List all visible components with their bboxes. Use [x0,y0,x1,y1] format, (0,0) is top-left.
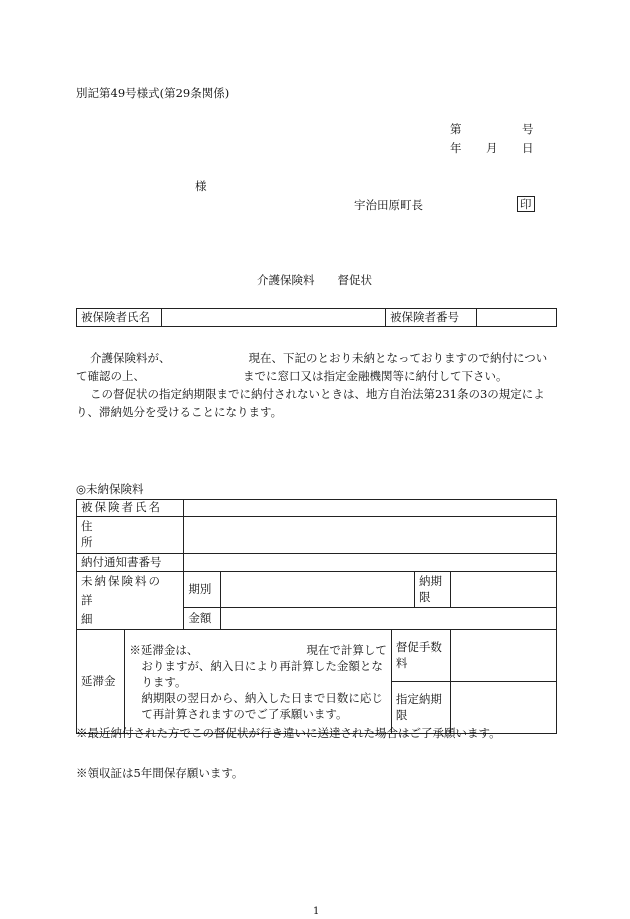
due-date-label: 納期限 [415,572,451,608]
addressee-suffix: 様 [195,179,207,193]
unpaid-address-label-cell [77,517,184,554]
unpaid-section-title: ◎未納保険料 [76,482,144,496]
body-line-3: この督促状の指定納期限までに納付されないときは、地方自治法第231条の3の規定によ [90,387,545,401]
issuer-name: 宇治田原町長 [354,198,423,212]
date-day: 日 [522,141,534,155]
body-line-2: て確認の上、 までに窓口又は指定金融機関等に納付して下さい。 [76,369,508,383]
body-line-4: り、滞納処分を受けることになります。 [76,405,283,419]
period-label: 期別 [184,572,221,608]
insured-number-label: 被保険者番号 [386,309,477,327]
unpaid-premium-table [76,499,557,734]
details-label-cell [77,572,184,630]
details-label-line2: 詳細 [81,593,145,626]
notice-number-label: 納付通知書番号 [77,554,184,572]
body-line-1: 介護保険料が、 現在、下記のとおり未納となっておりますので納付につい [90,351,548,365]
notice-number-value [184,554,557,572]
footnote-receipt: ※領収証は5年間保存願います。 [76,766,244,780]
insured-name-value [162,309,386,327]
date-year: 年 [450,141,462,155]
reminder-fee-value [451,630,557,682]
designated-due-label: 指定納期限 [391,682,450,734]
seal-mark: 印 [517,196,535,212]
late-fee-note: ※延滞金は、 現在で計算して おりますが、納入日により再計算した金額とな ります。 納期限の翌日から、納入した日まで日数に応じ て再計算されますのでご了承願います。 [125,630,392,734]
insured-name-label: 被保険者氏名 [77,309,162,327]
page-number: 1 [313,906,320,917]
number-prefix: 第 [450,122,462,136]
footnote-late-delivery: ※最近納付された方でこの督促状が行き違いに送達された場合はご了承願います。 [76,726,501,740]
unpaid-address-label: 住所 [81,519,155,549]
unpaid-name-value [184,500,557,517]
form-reference: 別記第49号様式(第29条関係) [76,86,230,100]
unpaid-name-label: 被保険者氏名 [77,500,184,517]
number-suffix: 号 [522,122,534,136]
reminder-fee-label: 督促手数料 [391,630,450,682]
insured-number-value [477,309,557,327]
late-fee-label: 延滞金 [77,630,125,734]
unpaid-address-value [184,517,557,554]
insured-person-table [76,308,557,327]
period-value [221,572,415,608]
amount-value [221,608,557,630]
details-label-line1: 未納保険料の [81,574,162,588]
date-month: 月 [486,141,498,155]
document-title: 介護保険料 督促状 [257,273,372,287]
due-date-value [451,572,557,608]
amount-label: 金額 [184,608,221,630]
